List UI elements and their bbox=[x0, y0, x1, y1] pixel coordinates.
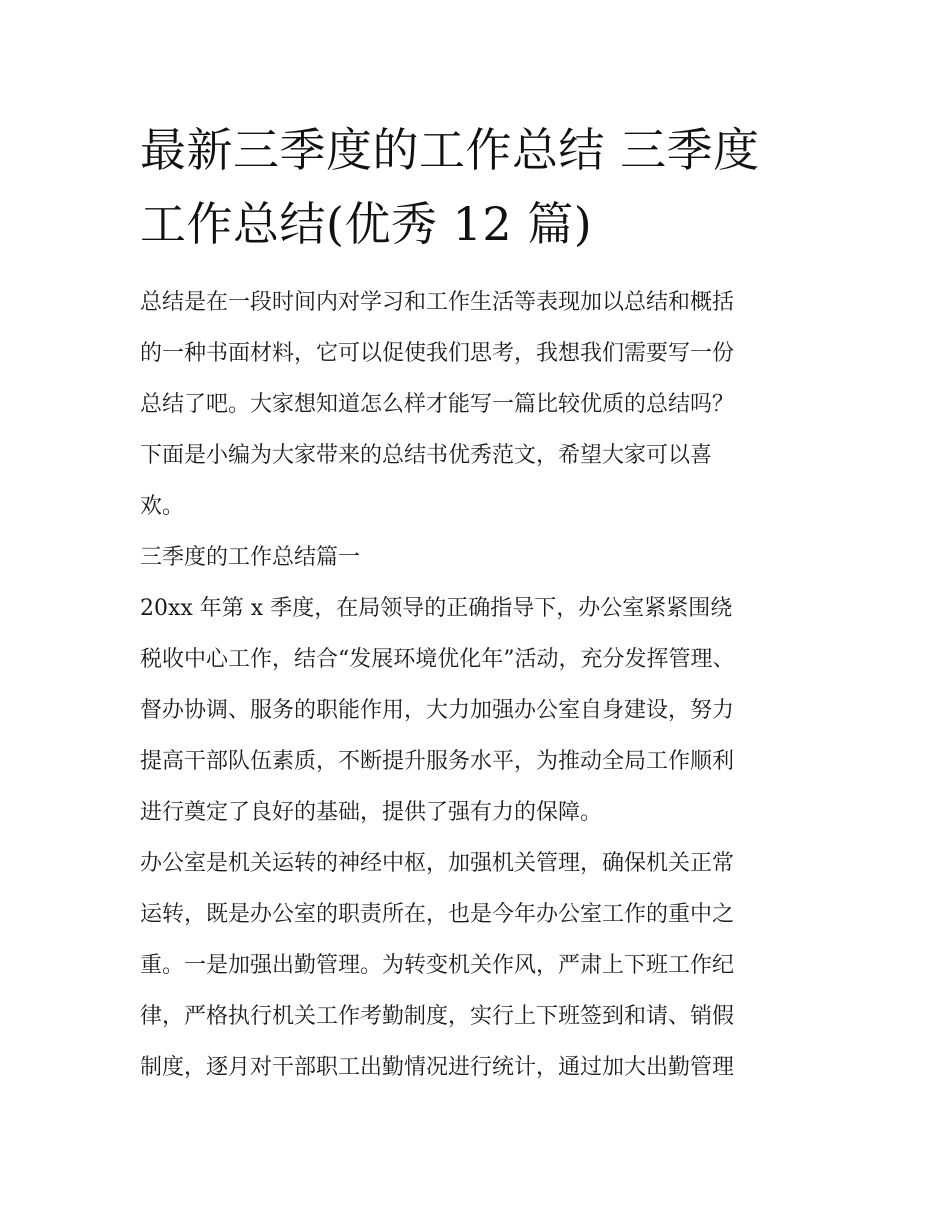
intro-paragraph bbox=[140, 277, 830, 532]
body-paragraph-1 bbox=[140, 583, 830, 838]
text-line: 督办协调、服务的职能作用，大力加强办公室自身建设，努力 bbox=[140, 698, 735, 723]
text-line: 欢。 bbox=[140, 494, 185, 519]
text-line: 的一种书面材料，它可以促使我们思考，我想我们需要写一份 bbox=[140, 341, 735, 366]
text-line: 20xx 年第 x 季度，在局领导的正确指导下，办公室紧紧围绕 bbox=[140, 596, 733, 621]
text-line: 制度，逐月对干部职工出勤情况进行统计，通过加大出勤管理 bbox=[140, 1055, 735, 1080]
text-line: 重。一是加强出勤管理。为转变机关作风，严肃上下班工作纪 bbox=[140, 953, 735, 978]
text-line: 律，严格执行机关工作考勤制度，实行上下班签到和请、销假 bbox=[140, 1004, 735, 1029]
body-paragraph-2 bbox=[140, 838, 830, 1093]
document-body bbox=[140, 277, 830, 1093]
title-line: 最新三季度的工作总结 三季度 bbox=[140, 123, 760, 177]
text-line: 税收中心工作，结合“发展环境优化年”活动，充分发挥管理、 bbox=[140, 647, 735, 672]
title-line: 工作总结(优秀 12 篇) bbox=[140, 197, 593, 251]
text-line: 总结了吧。大家想知道怎么样才能写一篇比较优质的总结吗？ bbox=[140, 392, 735, 417]
section-heading: 三季度的工作总结篇一 bbox=[140, 545, 361, 570]
text-line: 下面是小编为大家带来的总结书优秀范文，希望大家可以喜 bbox=[140, 443, 713, 468]
text-line: 运转，既是办公室的职责所在，也是今年办公室工作的重中之 bbox=[140, 902, 735, 927]
text-line: 总结是在一段时间内对学习和工作生活等表现加以总结和概括 bbox=[140, 290, 735, 315]
text-line: 进行奠定了良好的基础，提供了强有力的保障。 bbox=[140, 800, 603, 825]
text-line: 办公室是机关运转的神经中枢，加强机关管理，确保机关正常 bbox=[140, 851, 735, 876]
document-title bbox=[140, 113, 840, 261]
text-line: 提高干部队伍素质，不断提升服务水平，为推动全局工作顺利 bbox=[140, 749, 735, 774]
